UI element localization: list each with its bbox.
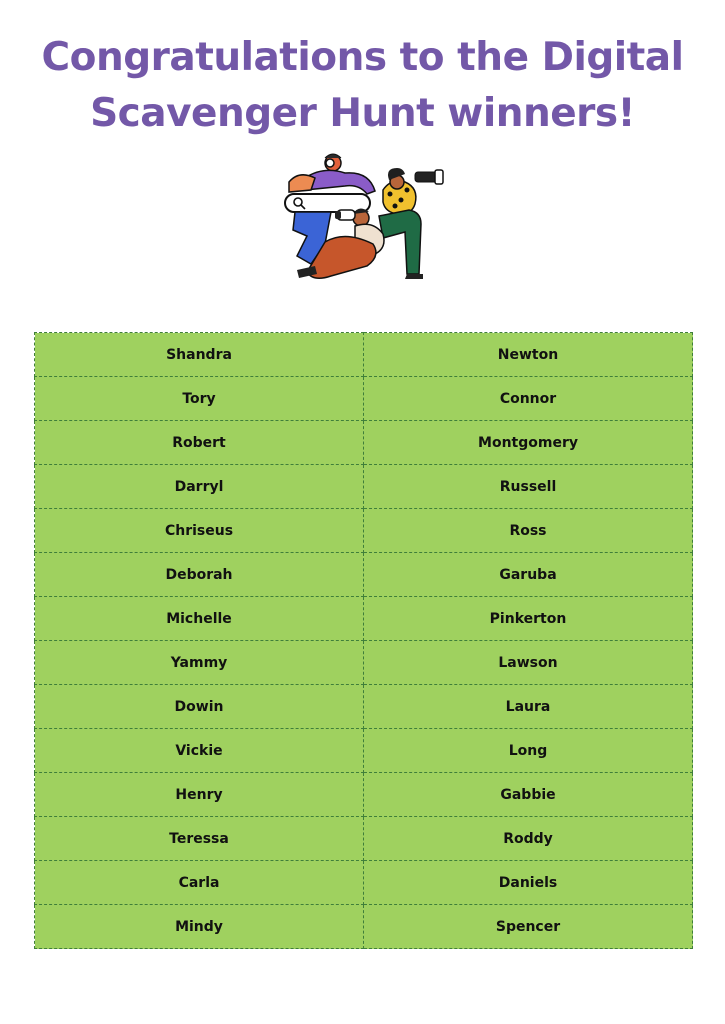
winner-last-name: Russell — [364, 465, 693, 509]
title-line-2: Scavenger Hunt winners! — [90, 91, 635, 136]
table-row — [35, 421, 693, 465]
table-row — [35, 641, 693, 685]
winner-last-name: Spencer — [364, 905, 693, 949]
winner-first-name: Shandra — [35, 333, 364, 377]
table-row — [35, 597, 693, 641]
winner-last-name: Montgomery — [364, 421, 693, 465]
winner-first-name: Deborah — [35, 553, 364, 597]
winner-last-name: Ross — [364, 509, 693, 553]
winner-first-name: Tory — [35, 377, 364, 421]
winner-first-name: Carla — [35, 861, 364, 905]
winner-last-name: Connor — [364, 377, 693, 421]
table-row — [35, 861, 693, 905]
winner-first-name: Vickie — [35, 729, 364, 773]
table-row — [35, 377, 693, 421]
winner-last-name: Pinkerton — [364, 597, 693, 641]
table-row — [35, 773, 693, 817]
winner-last-name: Newton — [364, 333, 693, 377]
winner-last-name: Gabbie — [364, 773, 693, 817]
table-row — [35, 465, 693, 509]
winner-last-name: Laura — [364, 685, 693, 729]
table-row — [35, 729, 693, 773]
winner-first-name: Chriseus — [35, 509, 364, 553]
winner-last-name: Lawson — [364, 641, 693, 685]
table-row — [35, 817, 693, 861]
table-row — [35, 553, 693, 597]
winner-last-name: Long — [364, 729, 693, 773]
winner-first-name: Michelle — [35, 597, 364, 641]
winner-first-name: Henry — [35, 773, 364, 817]
table-row — [35, 509, 693, 553]
winner-first-name: Darryl — [35, 465, 364, 509]
table-row — [35, 333, 693, 377]
winner-first-name: Mindy — [35, 905, 364, 949]
winner-last-name: Garuba — [364, 553, 693, 597]
winner-first-name: Teressa — [35, 817, 364, 861]
winners-table — [34, 332, 693, 949]
people-searching-illustration — [275, 150, 450, 285]
title-line-1: Congratulations to the Digital — [41, 35, 684, 80]
winner-first-name: Dowin — [35, 685, 364, 729]
table-row — [35, 905, 693, 949]
page-title — [0, 30, 725, 142]
winner-first-name: Yammy — [35, 641, 364, 685]
table-row — [35, 685, 693, 729]
winner-last-name: Roddy — [364, 817, 693, 861]
winner-first-name: Robert — [35, 421, 364, 465]
winner-last-name: Daniels — [364, 861, 693, 905]
